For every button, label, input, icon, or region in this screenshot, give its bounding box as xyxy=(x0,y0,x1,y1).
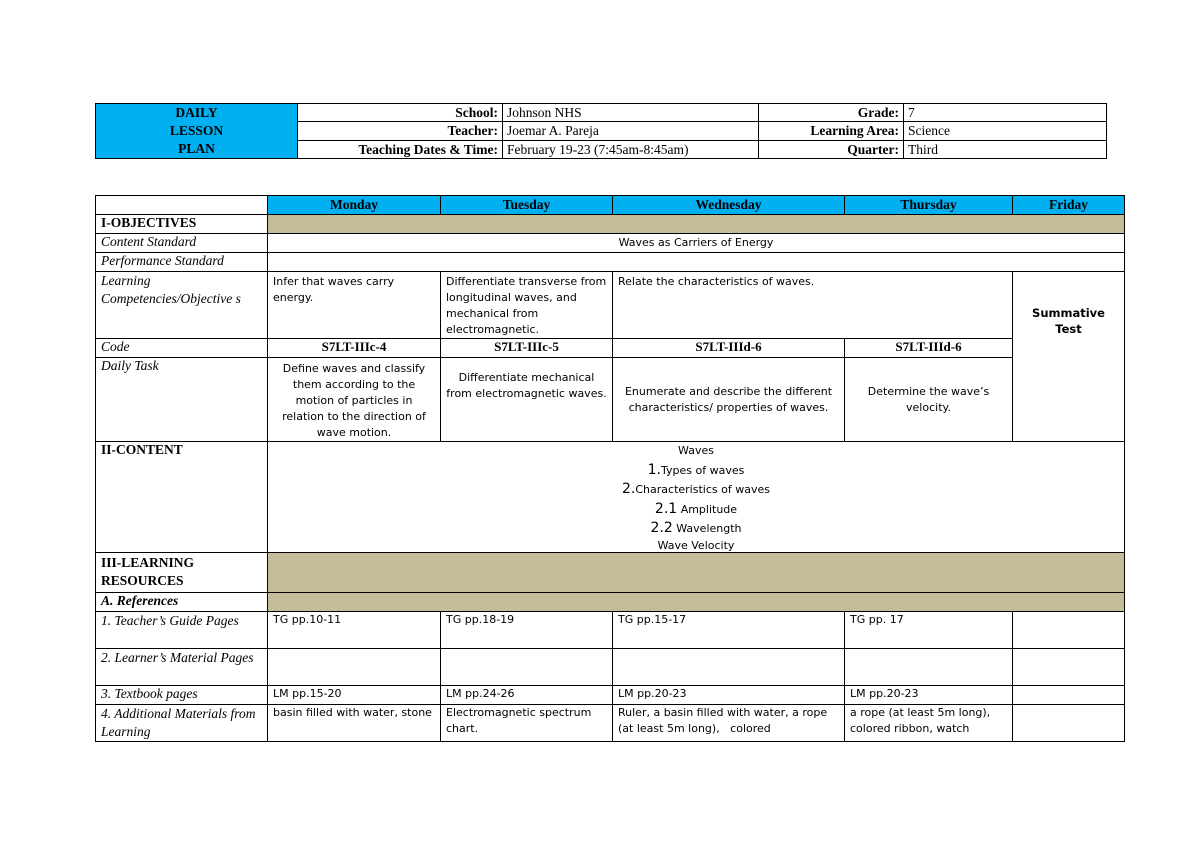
performance-standard-label: Performance Standard xyxy=(96,253,268,272)
resource-wednesday: Ruler, a basin filled with water, a rope (at least 5m long), colored xyxy=(613,704,845,741)
resource-row-textbook xyxy=(96,685,1125,704)
section-shade xyxy=(268,592,1125,611)
resources-section-row xyxy=(96,552,1125,592)
content-last: Wave Velocity xyxy=(657,538,735,552)
task-thursday: Determine the wave’s velocity. xyxy=(845,358,1013,442)
objectives-section-row xyxy=(96,215,1125,234)
quarter-label: Quarter: xyxy=(759,140,904,158)
references-row xyxy=(96,592,1125,611)
lesson-header-table xyxy=(95,103,1107,159)
teacher-label: Teacher: xyxy=(298,122,503,140)
resource-thursday: a rope (at least 5m long), colored ribbon, watch xyxy=(845,704,1013,741)
grade-label: Grade: xyxy=(759,104,904,122)
resource-friday xyxy=(1013,685,1125,704)
teacher-value: Joemar A. Pareja xyxy=(503,122,759,140)
competency-monday: Infer that waves carry energy. xyxy=(268,272,441,339)
content-standard-label: Content Standard xyxy=(96,234,268,253)
references-label: A. References xyxy=(96,592,268,611)
daily-task-row xyxy=(96,358,1125,442)
resource-friday xyxy=(1013,611,1125,648)
item-number: 2.2 xyxy=(650,520,673,536)
resource-row-tg xyxy=(96,611,1125,648)
content-item-2-2 xyxy=(273,519,1119,539)
competency-tuesday: Differentiate transverse from longitudinal waves, and mechanical from electromagnetic. xyxy=(441,272,613,339)
code-tuesday: S7LT-IIIc-5 xyxy=(441,339,613,358)
learning-area-value: Science xyxy=(904,122,1107,140)
dates-label: Teaching Dates & Time: xyxy=(298,140,503,158)
day-header-friday: Friday xyxy=(1013,196,1125,215)
title-line-1: DAILY xyxy=(175,105,218,120)
school-label: School: xyxy=(298,104,503,122)
day-header-tuesday: Tuesday xyxy=(441,196,613,215)
code-label: Code xyxy=(96,339,268,358)
task-monday: Define waves and classify them according to the motion of particles in relation to the direction of wave motion. xyxy=(268,358,441,442)
content-heading: II-CONTENT xyxy=(96,442,268,553)
resource-wednesday: LM pp.20-23 xyxy=(613,685,845,704)
content-title: Waves xyxy=(678,444,714,457)
resource-label: 3. Textbook pages xyxy=(96,685,268,704)
item-number: 1. xyxy=(647,461,661,478)
dates-value: February 19-23 (7:45am-8:45am) xyxy=(503,140,759,158)
corner-cell xyxy=(96,196,268,215)
quarter-value: Third xyxy=(904,140,1107,158)
content-item-1 xyxy=(273,461,1119,481)
resource-monday: LM pp.15-20 xyxy=(268,685,441,704)
document-title xyxy=(96,104,298,159)
resource-label: 4. Additional Materials from Learning xyxy=(96,704,268,741)
competencies-label: Learning Competencies/Objective s xyxy=(96,272,268,339)
content-item-2-1 xyxy=(273,500,1119,520)
resources-heading: III-LEARNING RESOURCES xyxy=(96,552,268,592)
code-monday: S7LT-IIIc-4 xyxy=(268,339,441,358)
item-text: Amplitude xyxy=(680,502,738,516)
day-header-thursday: Thursday xyxy=(845,196,1013,215)
resource-wednesday: TG pp.15-17 xyxy=(613,611,845,648)
resource-thursday: LM pp.20-23 xyxy=(845,685,1013,704)
resource-tuesday xyxy=(441,648,613,685)
resource-thursday xyxy=(845,648,1013,685)
task-tuesday: Differentiate mechanical from electromagnetic waves. xyxy=(441,358,613,442)
performance-standard-value xyxy=(268,253,1125,272)
item-text: Types of waves xyxy=(661,463,745,477)
title-line-2: LESSON xyxy=(169,123,224,138)
grade-value: 7 xyxy=(904,104,1107,122)
resource-row-lm xyxy=(96,648,1125,685)
code-thursday: S7LT-IIId-6 xyxy=(845,339,1013,358)
day-header-monday: Monday xyxy=(268,196,441,215)
day-header-row xyxy=(96,196,1125,215)
resource-label: 1. Teacher’s Guide Pages xyxy=(96,611,268,648)
code-row xyxy=(96,339,1125,358)
content-standard-row xyxy=(96,234,1125,253)
resource-thursday: TG pp. 17 xyxy=(845,611,1013,648)
resource-monday: TG pp.10-11 xyxy=(268,611,441,648)
resource-label: 2. Learner’s Material Pages xyxy=(96,648,268,685)
task-wednesday: Enumerate and describe the different characteristics/ properties of waves. xyxy=(613,358,845,442)
resource-tuesday: Electromagnetic spectrum chart. xyxy=(441,704,613,741)
content-row xyxy=(96,442,1125,553)
section-shade xyxy=(268,552,1125,592)
content-item-2 xyxy=(273,480,1119,500)
section-shade xyxy=(268,215,1125,234)
competencies-row xyxy=(96,272,1125,339)
item-number: 2.1 xyxy=(654,500,678,517)
resource-tuesday: LM pp.24-26 xyxy=(441,685,613,704)
lesson-plan-table xyxy=(95,195,1125,742)
content-standard-value: Waves as Carriers of Energy xyxy=(268,234,1125,253)
resource-monday: basin filled with water, stone xyxy=(268,704,441,741)
resource-row-additional xyxy=(96,704,1125,741)
resource-tuesday: TG pp.18-19 xyxy=(441,611,613,648)
resource-friday xyxy=(1013,704,1125,741)
item-number: 2. xyxy=(622,481,636,497)
item-text: Characteristics of waves xyxy=(635,483,770,496)
summative-test-text: Summative Test xyxy=(1032,305,1105,336)
code-wednesday: S7LT-IIId-6 xyxy=(613,339,845,358)
day-header-wednesday: Wednesday xyxy=(613,196,845,215)
friday-summative-cell xyxy=(1013,272,1125,442)
objectives-heading: I-OBJECTIVES xyxy=(96,215,268,234)
learning-area-label: Learning Area: xyxy=(759,122,904,140)
school-value: Johnson NHS xyxy=(503,104,759,122)
content-topics xyxy=(268,442,1125,553)
competency-wed-thu: Relate the characteristics of waves. xyxy=(613,272,1013,339)
item-text: Wavelength xyxy=(676,522,742,535)
resource-wednesday xyxy=(613,648,845,685)
resource-monday xyxy=(268,648,441,685)
performance-standard-row xyxy=(96,253,1125,272)
daily-task-label: Daily Task xyxy=(96,358,268,442)
title-line-3: PLAN xyxy=(178,141,215,156)
resource-friday xyxy=(1013,648,1125,685)
